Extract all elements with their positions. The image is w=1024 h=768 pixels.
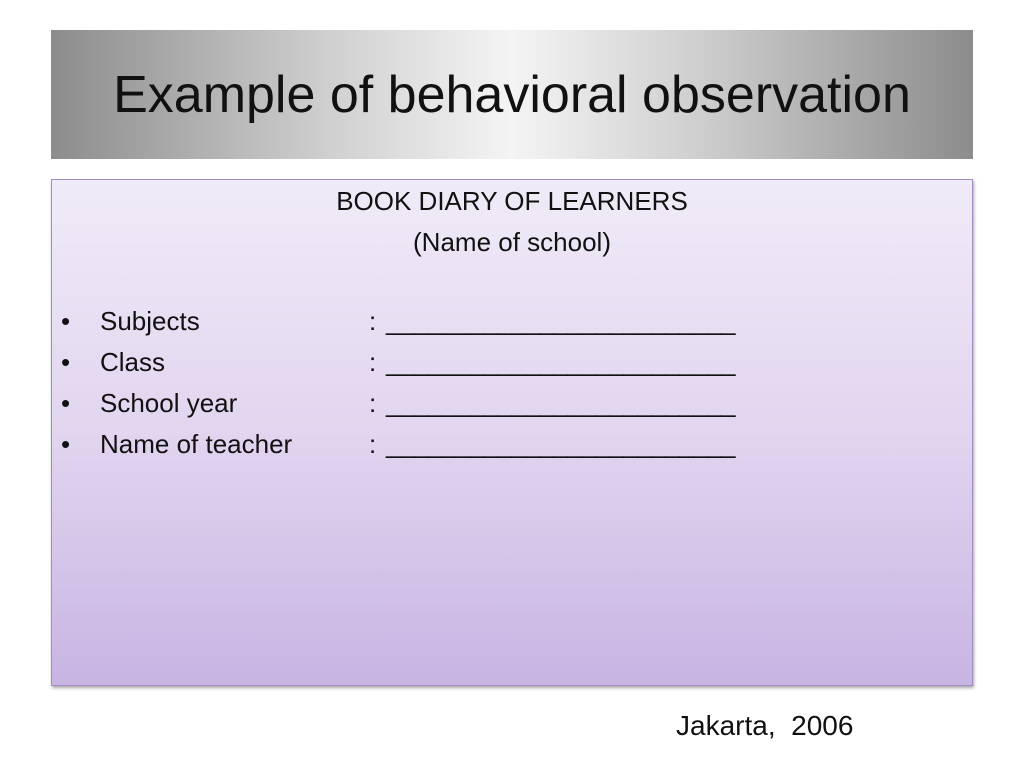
bullet-icon: • (61, 429, 71, 459)
content-box (51, 179, 973, 686)
field-label: Class (100, 347, 166, 377)
place-date-footer: Jakarta, 2006 (676, 710, 854, 741)
field-label: Name of teacher (100, 429, 293, 459)
field-blank: _________________________ (386, 429, 735, 459)
field-separator: : (369, 388, 377, 418)
field-label: Subjects (100, 306, 200, 336)
field-blank: _________________________ (386, 306, 735, 336)
bullet-icon: • (61, 306, 71, 336)
field-separator: : (369, 347, 377, 377)
field-blank: _________________________ (386, 388, 735, 418)
field-blank: _________________________ (386, 347, 735, 377)
field-label: School year (100, 388, 238, 418)
field-separator: : (369, 429, 377, 459)
school-name-placeholder: (Name of school) (413, 227, 611, 257)
title-bar (51, 30, 973, 159)
slide-title: Example of behavioral observation (113, 65, 911, 124)
field-separator: : (369, 306, 377, 336)
bullet-icon: • (61, 347, 71, 377)
bullet-icon: • (61, 388, 71, 418)
diary-heading: BOOK DIARY OF LEARNERS (336, 186, 688, 216)
heading-block (52, 180, 972, 263)
